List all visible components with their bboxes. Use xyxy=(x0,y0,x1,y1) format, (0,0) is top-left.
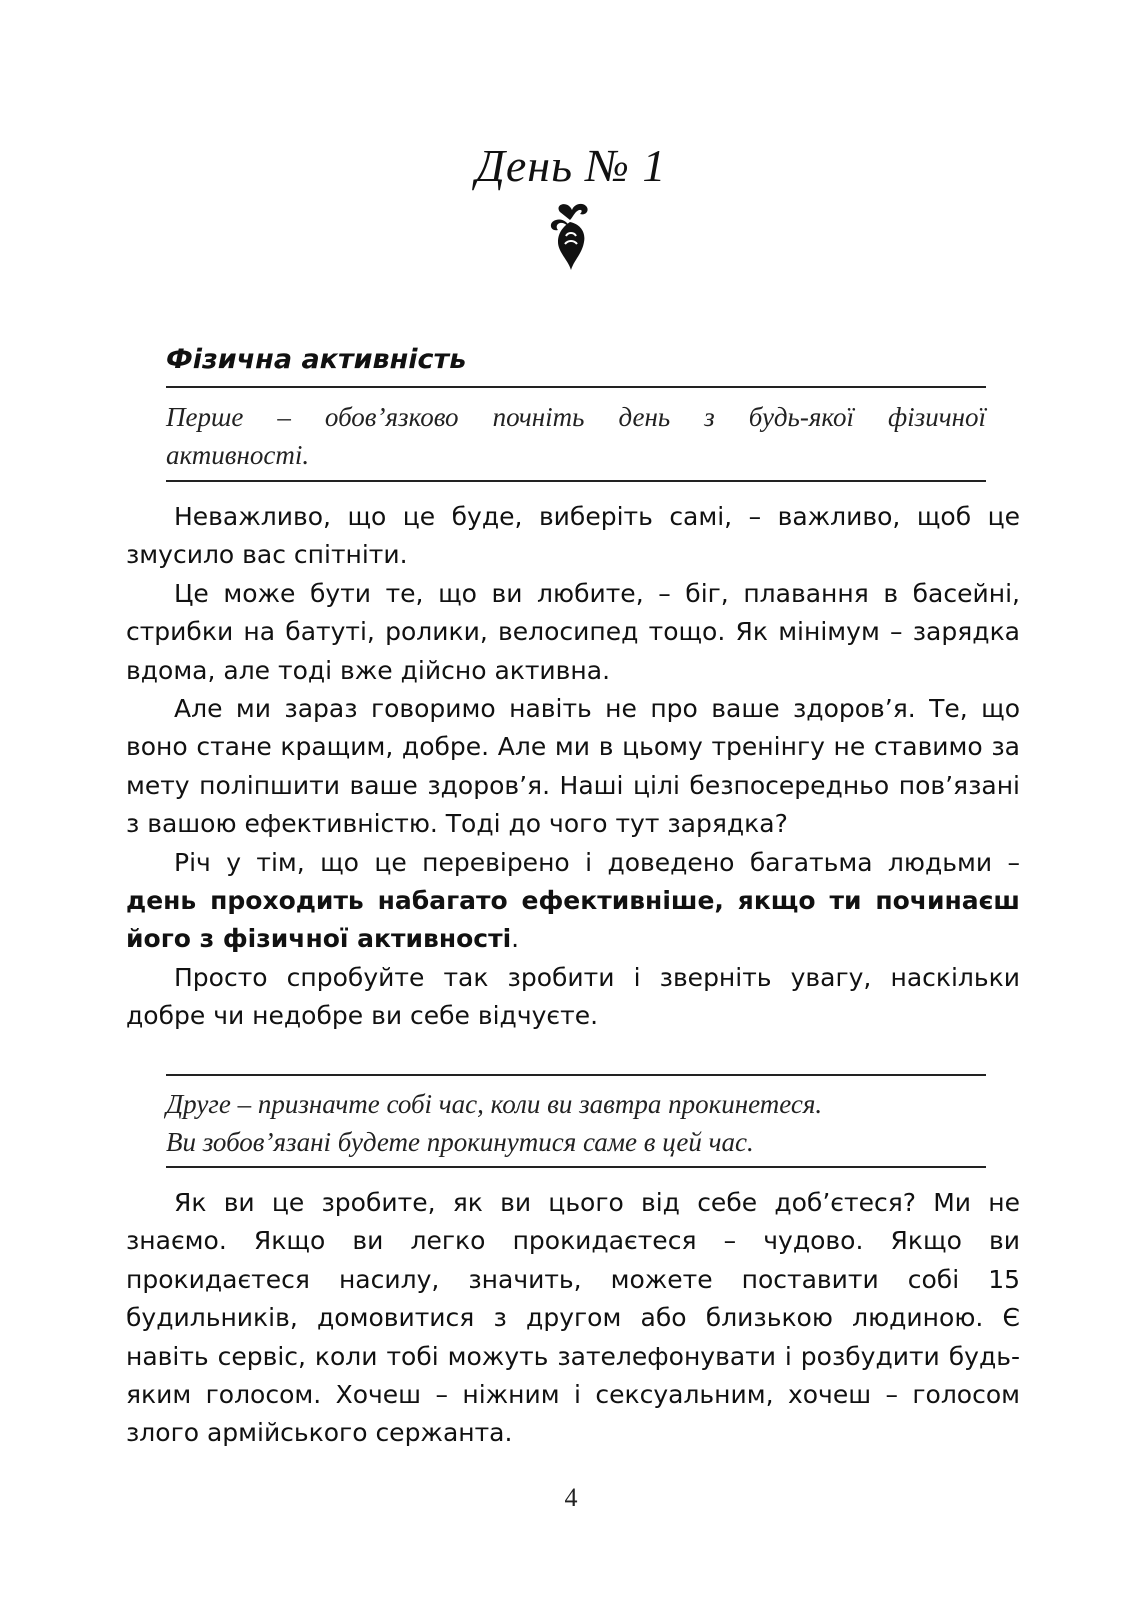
callout-top-rule xyxy=(166,386,986,388)
page-number: 4 xyxy=(564,1483,578,1512)
paragraph-text: Річ у тім, що це перевірено і доведено багатьма людьми – xyxy=(174,847,1020,877)
body-block-1 xyxy=(126,498,1020,1036)
callout-bottom-rule xyxy=(166,1166,986,1168)
paragraph: Але ми зараз говоримо навіть не про ваше здоров’я. Те, що воно стане кращим, добре. Але ми в цьому тренінгу не ставимо за мету поліпшити ваше здоров’я. Наші цілі безпосередньо пов’язані з вашою ефективністю. Тоді до чого тут зарядка? xyxy=(126,694,1020,839)
callout-top-rule xyxy=(166,1074,986,1076)
section-heading: Фізична активність xyxy=(166,344,467,375)
body-block-2 xyxy=(126,1184,1020,1453)
callout-second-task xyxy=(166,1085,986,1161)
paragraph-with-emphasis xyxy=(126,844,1020,959)
callout-bottom-rule xyxy=(166,480,986,482)
paragraph-text: . xyxy=(511,924,520,954)
callout-line: Друге – призначте собі час, коли ви завтра прокинетеся. xyxy=(166,1089,823,1119)
paragraph: Неважливо, що це буде, виберіть самі, – важливо, щоб це змусило вас спітніти. xyxy=(126,502,1020,570)
callout-line: Ви зобов’язані будете прокинутися саме в цей час. xyxy=(166,1127,754,1157)
callout-first-task: Перше – обов’язково почніть день з будь-якої фізичної активності. xyxy=(166,402,986,470)
chapter-title: День № 1 xyxy=(475,140,667,191)
paragraph: Це може бути те, що ви любите, – біг, плавання в басейні, стрибки на батуті, ролики, велосипед тощо. Як мінімум – зарядка вдома, але тоді вже дійсно активна. xyxy=(126,578,1020,685)
emphasis-text: день проходить набагато ефективніше, якщо ти починаєш його з фізичної активності xyxy=(126,886,1020,954)
paragraph: Як ви це зробите, як ви цього від себе доб’єтеся? Ми не знаємо. Якщо ви легко прокидаєтеся – чудово. Якщо ви прокидаєтеся насилу, значить, можете поставити собі 15 будильників, домовитися з другом або близькою людиною. Є навіть сервіс, коли тобі можуть зателефонувати і розбудити будь-яким голосом. Хочеш – ніжним і сексуальним, хочеш – голосом злого армійського сержанта. xyxy=(126,1188,1020,1448)
floral-ornament-icon xyxy=(546,200,596,272)
paragraph: Просто спробуйте так зробити і зверніть увагу, наскільки добре чи недобре ви себе відчуєте. xyxy=(126,962,1020,1031)
